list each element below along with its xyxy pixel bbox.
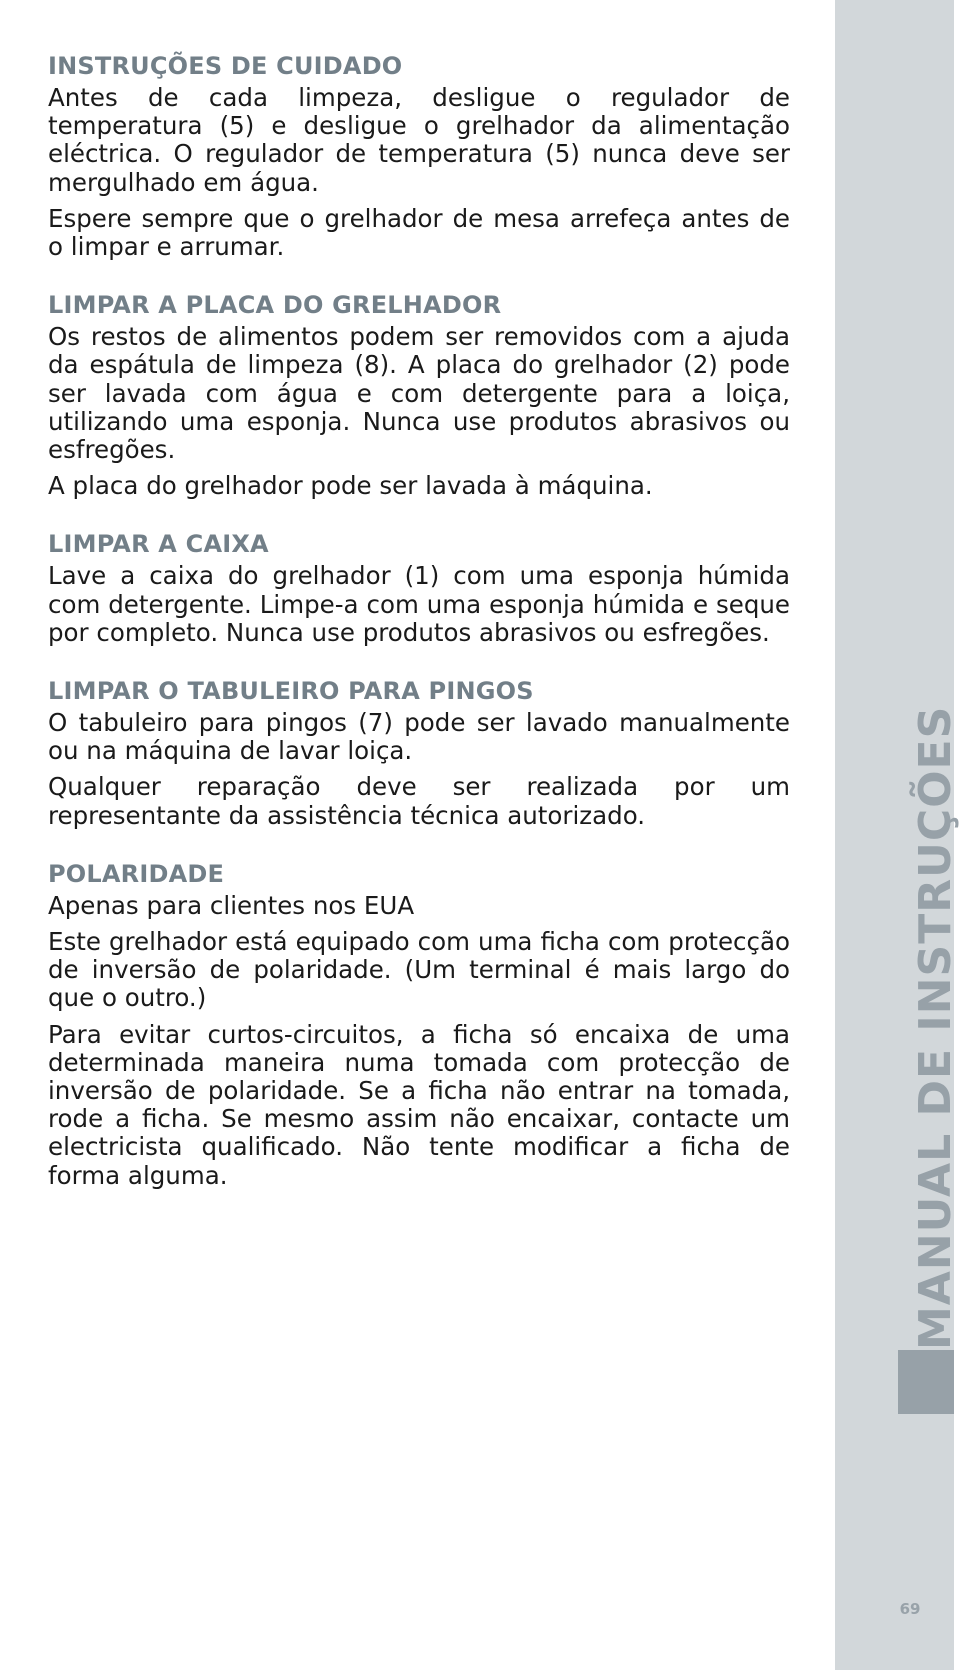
paragraph: Os restos de alimentos podem ser removidos com a ajuda da espátula de limpeza (8). A placa do grelhador (2) pode ser lavada com água e com detergente para a loiça, utilizando uma esponja. Nunca use produtos abrasivos ou esfregões. xyxy=(48,322,790,465)
paragraph: Antes de cada limpeza, desligue o regulador de temperatura (5) e desligue o grelhador da alimentação eléctrica. O regulador de temperatura (5) nunca deve ser mergulhado em água. xyxy=(48,83,790,197)
sidebar-title: MANUAL DE INSTRUÇÕES xyxy=(910,705,961,1350)
section-heading: INSTRUÇÕES DE CUIDADO xyxy=(48,52,403,80)
section-heading: LIMPAR O TABULEIRO PARA PINGOS xyxy=(48,677,534,706)
section-clean-grill-plate xyxy=(48,291,790,500)
paragraph: Apenas para clientes nos EUA xyxy=(48,890,415,920)
page-number: 69 xyxy=(899,1600,921,1618)
section-heading: POLARIDADE xyxy=(48,859,225,888)
document-body xyxy=(48,52,790,1220)
section-clean-drip-tray xyxy=(48,677,790,830)
paragraph: Qualquer reparação deve ser realizada por um representante da assistência técnica autorizado. xyxy=(48,772,790,830)
paragraph: Lave a caixa do grelhador (1) com uma esponja húmida com detergente. Limpe-a com uma esponja húmida e seque por completo. Nunca use produtos abrasivos ou esfregões. xyxy=(48,561,790,647)
section-clean-housing xyxy=(48,530,790,647)
sidebar-tab-marker xyxy=(898,1350,954,1414)
paragraph: A placa do grelhador pode ser lavada à máquina. xyxy=(48,471,653,501)
paragraph: Este grelhador está equipado com uma ficha com protecção de inversão de polaridade. (Um terminal é mais largo do que o outro.) xyxy=(48,927,790,1013)
section-heading: LIMPAR A CAIXA xyxy=(48,530,269,559)
paragraph: Para evitar curtos-circuitos, a ficha só encaixa de uma determinada maneira numa tomada com protecção de inversão de polaridade. Se a ficha não entrar na tomada, rode a ficha. Se mesmo assim não encaixar, contacte um electricista qualificado. Não tente modificar a ficha de forma alguma. xyxy=(48,1019,790,1190)
paragraph: O tabuleiro para pingos (7) pode ser lavado manualmente ou na máquina de lavar loiça. xyxy=(48,708,790,766)
section-heading: LIMPAR A PLACA DO GRELHADOR xyxy=(48,291,502,320)
paragraph: Espere sempre que o grelhador de mesa arrefeça antes de o limpar e arrumar. xyxy=(48,203,790,262)
section-care-instructions xyxy=(48,52,790,261)
section-polarity xyxy=(48,860,790,1190)
